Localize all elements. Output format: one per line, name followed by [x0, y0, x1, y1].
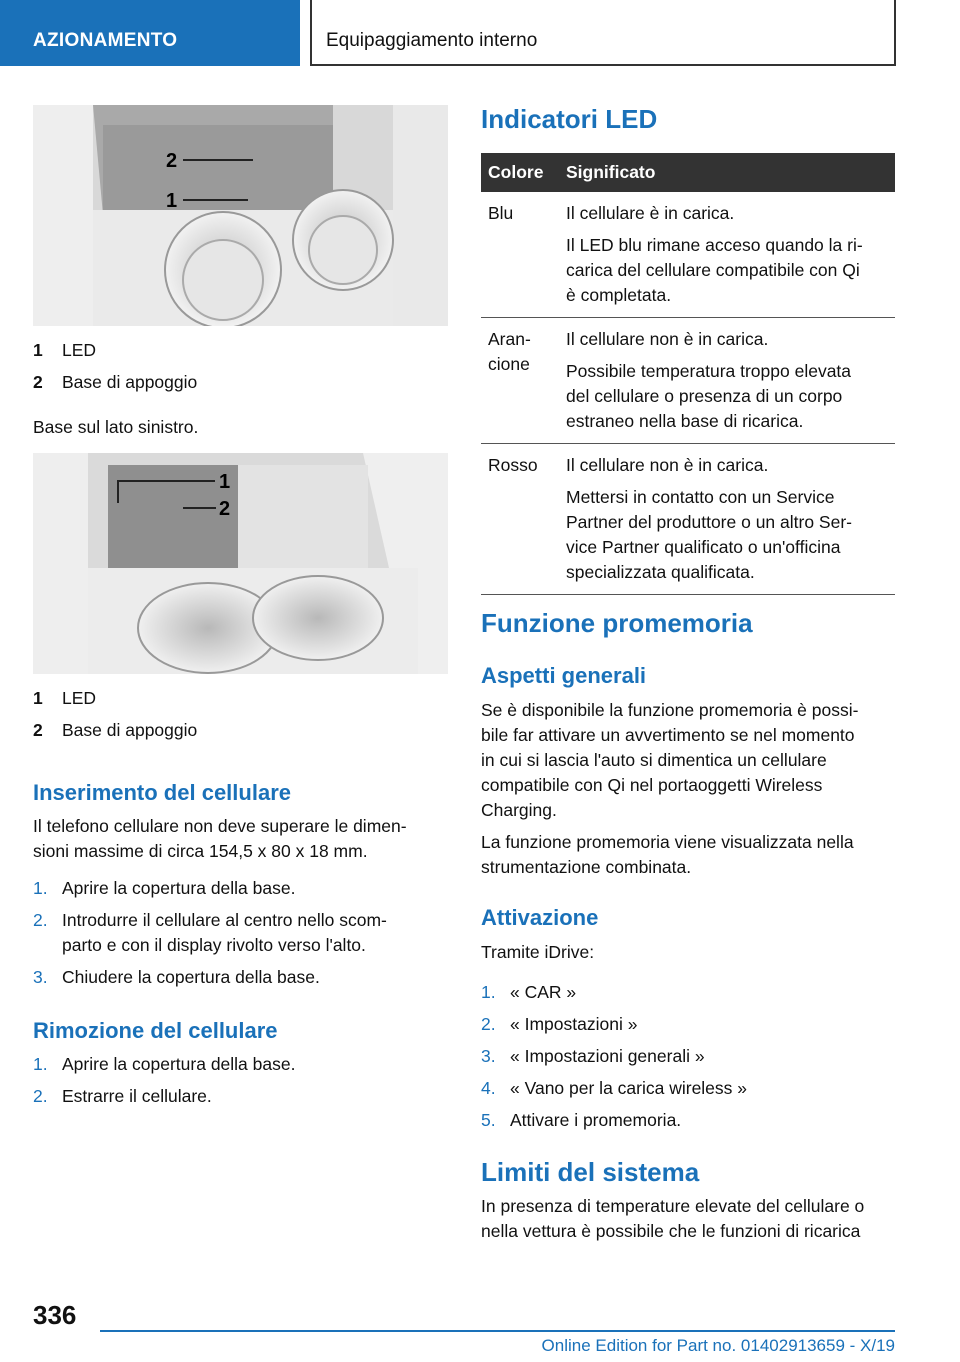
legend-figure1	[33, 340, 448, 404]
figure1-callout-2: 2	[166, 150, 178, 172]
cell-meaning: Il cellulare non è in carica. Mettersi in contatto con un Service Partner del produttore o un altro Ser- vice Partner qualificato o un'officina specializzata qualificata.	[559, 444, 895, 595]
heading-aspetti-generali: Aspetti generali	[481, 663, 647, 688]
figure-charging-tray-top	[33, 105, 448, 326]
heading-attivazione: Attivazione	[481, 905, 599, 930]
legend-figure2	[33, 688, 448, 752]
activation-intro: Tramite iDrive:	[481, 942, 595, 962]
page-number: 336	[33, 1300, 77, 1330]
cell-meaning: Il cellulare è in carica. Il LED blu rimane acceso quando la ri- carica del cellulare compatibile con Qi è completata.	[559, 192, 895, 318]
figure1-callout-1: 1	[166, 190, 178, 212]
legend-item: 1 LED	[33, 340, 97, 360]
list-item: 1. « CAR »	[481, 982, 577, 1002]
list-item: 5. Attivare i promemoria.	[481, 1110, 682, 1130]
heading-funzione-promemoria: Funzione promemoria	[481, 608, 753, 638]
section-tab	[0, 0, 300, 66]
section-title: AZIONAMENTO	[33, 30, 178, 51]
cell-color: Rosso	[481, 444, 559, 595]
table-row	[481, 444, 895, 595]
legend-item: 2 Base di appoggio	[33, 720, 198, 740]
figure-charging-tray-left	[33, 453, 448, 674]
legend-item: 1 LED	[33, 688, 97, 708]
led-table	[481, 153, 895, 595]
list-item: 1. Aprire la copertura della base.	[33, 878, 296, 898]
table-row	[481, 318, 895, 444]
cell-meaning: Il cellulare non è in carica. Possibile temperatura troppo elevata del cellulare o presenza di un corpo estraneo nella base di ricarica.	[559, 318, 895, 444]
list-item: 1. Aprire la copertura della base.	[33, 1054, 296, 1074]
list-item: 4. « Vano per la carica wireless »	[481, 1078, 748, 1098]
table-header-row	[481, 153, 895, 192]
footer-divider	[100, 1330, 895, 1332]
figure2-callout-2: 2	[219, 498, 231, 520]
cell-color: Blu	[481, 192, 559, 318]
general-paragraph: Se è disponibile la funzione promemoria è possi- bile far attivare un avvertimento se nel momento in cui si lascia l'auto si dimentica un cellulare compatibile con Qi nel portaoggetti Wireless Charging.	[481, 700, 859, 820]
list-item: 2. Estrarre il cellulare.	[33, 1086, 212, 1106]
edition-note: Online Edition for Part no. 01402913659 - X/19	[541, 1336, 895, 1355]
caption-left-side: Base sul lato sinistro.	[33, 417, 199, 437]
table-row	[481, 192, 895, 318]
heading-limiti-sistema: Limiti del sistema	[481, 1157, 700, 1187]
activation-steps	[481, 980, 895, 1140]
heading-inserimento: Inserimento del cellulare	[33, 780, 291, 805]
inserimento-steps	[33, 876, 448, 997]
inserimento-intro: Il telefono cellulare non deve superare le dimen- sioni massime di circa 154,5 x 80 x 18 mm.	[33, 816, 407, 861]
list-item: 3. « Impostazioni generali »	[481, 1046, 705, 1066]
chapter-tab	[310, 0, 896, 66]
legend-item: 2 Base di appoggio	[33, 372, 198, 392]
column-header-colore: Colore	[481, 153, 559, 192]
list-item: 2. « Impostazioni »	[481, 1014, 638, 1034]
list-item: 3. Chiudere la copertura della base.	[33, 967, 320, 987]
chapter-title: Equipaggiamento interno	[326, 30, 538, 51]
figure2-callout-1: 1	[219, 471, 231, 493]
rimozione-steps	[33, 1052, 448, 1116]
limiti-paragraph: In presenza di temperature elevate del cellulare o nella vettura è possibile che le funzioni di ricarica	[481, 1196, 865, 1241]
column-header-significato: Significato	[559, 153, 895, 192]
display-paragraph: La funzione promemoria viene visualizzata nella strumentazione combinata.	[481, 832, 854, 877]
cell-color: Aran- cione	[481, 318, 559, 444]
list-item: 2. Introdurre il cellulare al centro nello scom- parto e con il display rivolto verso l'alto.	[33, 910, 387, 955]
heading-rimozione: Rimozione del cellulare	[33, 1018, 278, 1043]
heading-indicatori-led: Indicatori LED	[481, 104, 658, 134]
